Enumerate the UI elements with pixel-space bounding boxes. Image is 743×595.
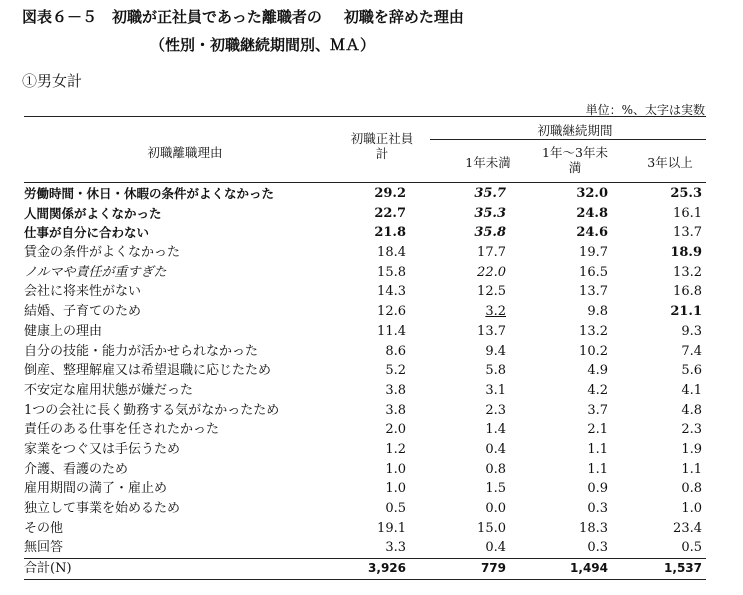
cell-lt1: 0.4	[485, 441, 506, 457]
cell-1to3: 0.3	[587, 540, 608, 556]
header-group: 初職継続期間	[537, 123, 613, 138]
row-label: 倒産、整理解雇又は希望退職に応じたため	[24, 363, 272, 379]
cell-lt1: 35.7	[474, 186, 506, 201]
cell-total: 19.1	[377, 520, 406, 536]
cell-3plus: 9.3	[681, 323, 702, 339]
cell-total: 11.4	[377, 323, 406, 339]
cell-total: 22.7	[374, 205, 406, 221]
cell-total: 3.3	[385, 540, 406, 556]
cell-total: 15.8	[377, 264, 406, 280]
row-label: ノルマや責任が重すぎた	[24, 264, 167, 280]
row-label: 家業をつぐ又は手伝うため	[24, 441, 181, 457]
row-label: 賃金の条件がよくなかった	[24, 245, 181, 261]
cell-lt1: 1.4	[485, 422, 506, 438]
header-1to3-line2: 満	[568, 160, 582, 175]
cell-total: 3.8	[385, 382, 406, 398]
cell-1to3: 1.1	[587, 441, 608, 457]
cell-1to3: 19.7	[579, 245, 608, 261]
cell-1to3: 24.6	[576, 225, 608, 241]
row-label: 自分の技能・能力が活かせられなかった	[24, 343, 259, 359]
table-row	[24, 263, 706, 283]
cell-3plus: 5.6	[681, 363, 702, 379]
cell-3plus: 25.3	[670, 186, 702, 201]
cell-lt1: 35.3	[474, 205, 506, 221]
cell-total: 3.8	[385, 402, 406, 418]
row-label: 不安定な雇用状態が嫌だった	[24, 382, 194, 398]
cell-total: 1.0	[385, 481, 406, 497]
table-row	[24, 223, 706, 243]
cell-lt1: 13.7	[477, 323, 506, 339]
row-label: 責任のある仕事を任されたかった	[24, 422, 220, 438]
header-1to3	[525, 145, 625, 175]
table-row	[24, 342, 706, 362]
cell-1to3: 32.0	[576, 186, 608, 201]
cell-lt1: 3.1	[485, 382, 506, 398]
cell-1to3: 3.7	[587, 402, 608, 418]
header-total	[336, 131, 428, 161]
cell-lt1: 1.5	[485, 481, 506, 497]
row-label: 労働時間・休日・休暇の条件がよくなかった	[24, 186, 275, 201]
cell-3plus: 13.2	[673, 264, 702, 280]
cell-lt1: 35.8	[474, 225, 506, 241]
cell-1to3: 4.2	[587, 382, 608, 398]
cell-lt1: 0.0	[485, 501, 506, 516]
total-all: 3,926	[368, 561, 406, 576]
section-label: ①男女計	[22, 72, 83, 90]
figure-subtitle: （性別・初職継続期間別、ＭＡ）	[150, 36, 376, 54]
cell-total: 1.2	[385, 441, 406, 457]
figure-title-right: 初職を辞めた理由	[343, 8, 464, 26]
table-row	[24, 243, 706, 263]
group-rule	[430, 139, 706, 140]
header-total-line1: 初職正社員	[350, 131, 414, 146]
cell-lt1: 0.4	[485, 540, 506, 556]
cell-1to3: 13.2	[579, 323, 608, 339]
table-row	[24, 282, 706, 302]
cell-1to3: 1.1	[587, 461, 608, 477]
cell-total: 0.5	[385, 501, 406, 516]
header-1to3-line1: 1年～3年未	[542, 145, 608, 160]
table-row	[24, 302, 706, 322]
cell-lt1: 22.0	[477, 264, 506, 280]
table-row	[24, 479, 706, 499]
cell-3plus: 16.8	[673, 284, 702, 300]
cell-total: 1.0	[385, 461, 406, 477]
cell-3plus: 1.0	[681, 501, 702, 516]
cell-3plus: 1.1	[681, 461, 702, 477]
row-label: 介護、看護のため	[24, 461, 129, 477]
table-row	[24, 381, 706, 401]
header-bottom-rule	[24, 182, 706, 183]
cell-1to3: 16.5	[579, 264, 608, 280]
cell-3plus: 23.4	[673, 520, 702, 536]
cell-lt1: 12.5	[477, 284, 506, 300]
cell-3plus: 0.5	[681, 540, 702, 556]
cell-3plus: 18.9	[670, 245, 702, 261]
table-row	[24, 440, 706, 460]
cell-total: 29.2	[374, 186, 406, 201]
row-label: 健康上の理由	[24, 323, 103, 339]
cell-3plus: 13.7	[673, 225, 702, 241]
cell-lt1: 5.8	[485, 363, 506, 379]
data-table	[24, 184, 706, 580]
cell-3plus: 21.1	[670, 304, 702, 320]
header-reason: 初職離職理由	[147, 145, 223, 160]
row-label: 会社に将来性がない	[24, 284, 142, 300]
cell-lt1: 2.3	[485, 402, 506, 418]
table-row	[24, 519, 706, 539]
cell-3plus: 4.1	[681, 382, 702, 398]
cell-lt1: 9.4	[485, 343, 506, 359]
total-label: 合計(N)	[24, 561, 72, 577]
cell-1to3: 4.9	[587, 363, 608, 379]
cell-total: 5.2	[385, 363, 406, 379]
row-label: 結婚、子育てのため	[24, 304, 142, 320]
cell-3plus: 0.8	[681, 481, 702, 497]
total-lt1: 779	[480, 561, 506, 576]
cell-lt1: 0.8	[485, 461, 506, 477]
row-label: 仕事が自分に合わない	[24, 225, 150, 241]
row-label: その他	[24, 520, 64, 536]
row-label: 1つの会社に長く勤務する気がなかったため	[24, 402, 280, 418]
table-row	[24, 499, 706, 519]
cell-3plus: 4.8	[681, 402, 702, 418]
cell-total: 14.3	[377, 284, 406, 300]
cell-1to3: 18.3	[579, 520, 608, 536]
table-row	[24, 204, 706, 224]
cell-1to3: 13.7	[579, 284, 608, 300]
cell-3plus: 2.3	[681, 422, 702, 438]
cell-3plus: 1.9	[681, 441, 702, 457]
cell-1to3: 10.2	[579, 343, 608, 359]
cell-total: 8.6	[385, 343, 406, 359]
header-lt1: 1年未満	[465, 155, 511, 170]
cell-1to3: 2.1	[587, 422, 608, 438]
total-1to3: 1,494	[570, 561, 608, 576]
row-label: 独立して事業を始めるため	[24, 501, 181, 516]
table-row	[24, 361, 706, 381]
cell-3plus: 16.1	[673, 205, 702, 221]
cell-lt1: 3.2	[485, 304, 506, 320]
row-label: 雇用期間の満了・雇止め	[24, 481, 168, 497]
table-top-rule	[24, 116, 706, 117]
total-3plus: 1,537	[664, 561, 702, 576]
row-label: 人間関係がよくなかった	[24, 205, 162, 221]
cell-total: 18.4	[377, 245, 406, 261]
cell-lt1: 17.7	[477, 245, 506, 261]
header-total-line2: 計	[375, 146, 389, 161]
cell-total: 12.6	[377, 304, 406, 320]
cell-1to3: 9.8	[587, 304, 608, 320]
figure-title-left: 図表６－５ 初職が正社員であった離職者の	[22, 8, 322, 26]
cell-1to3: 24.8	[576, 205, 608, 221]
table-row	[24, 184, 706, 204]
header-3plus: 3年以上	[647, 155, 693, 170]
cell-1to3: 0.3	[587, 501, 608, 516]
row-label: 無回答	[24, 540, 64, 556]
cell-3plus: 7.4	[681, 343, 702, 359]
cell-total: 2.0	[385, 422, 406, 438]
cell-lt1: 15.0	[477, 520, 506, 536]
cell-total: 21.8	[374, 225, 406, 241]
table-row	[24, 401, 706, 421]
cell-1to3: 0.9	[587, 481, 608, 497]
table-row	[24, 538, 706, 558]
unit-note: 単位：%、太字は実数	[585, 103, 705, 117]
table-row	[24, 460, 706, 480]
figure-title	[22, 6, 464, 27]
table-row	[24, 322, 706, 342]
total-row	[24, 558, 706, 580]
table-row	[24, 420, 706, 440]
